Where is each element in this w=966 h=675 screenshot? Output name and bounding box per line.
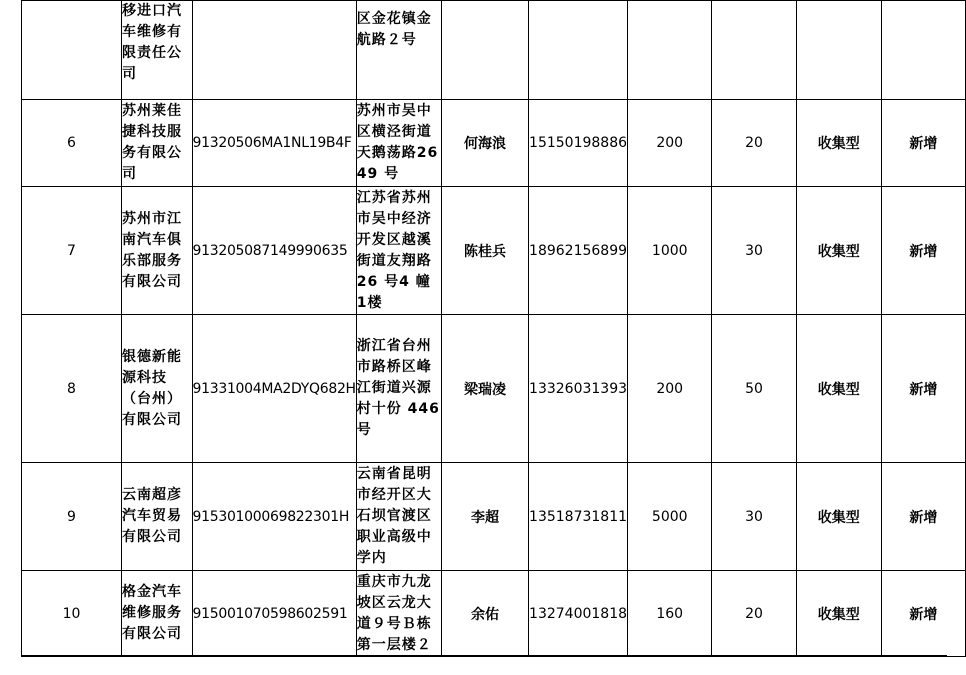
table-row <box>22 315 966 463</box>
phone-number: 13274001818 <box>529 571 628 657</box>
quantity-value: 50 <box>712 315 796 463</box>
contact-person: 陈桂兵 <box>441 187 528 315</box>
table-row <box>22 187 966 315</box>
contact-person: 梁瑞凌 <box>441 315 528 463</box>
operation-type: 收集型 <box>796 463 881 571</box>
quantity-value <box>712 1 796 100</box>
waste-collector-table <box>21 0 966 657</box>
table-row <box>22 571 966 657</box>
quantity-value: 30 <box>712 187 796 315</box>
row-number: 10 <box>22 571 122 657</box>
row-number: 7 <box>22 187 122 315</box>
phone-number <box>529 1 628 100</box>
quantity-value: 30 <box>712 463 796 571</box>
address: 云南省昆明市经开区大石坝官渡区职业高级中学内 <box>356 463 441 571</box>
row-number: 8 <box>22 315 122 463</box>
table-row <box>22 1 966 100</box>
capacity-value: 160 <box>628 571 712 657</box>
company-name: 云南超彦汽车贸易有限公司 <box>122 463 193 571</box>
operation-type <box>796 1 881 100</box>
credit-code: 91530100069822301H <box>192 463 356 571</box>
operation-type: 收集型 <box>796 571 881 657</box>
operation-type: 收集型 <box>796 187 881 315</box>
address: 区金花镇金航路２号 <box>356 1 441 100</box>
company-name: 银德新能源科技（台州）有限公司 <box>122 315 193 463</box>
status-label: 新增 <box>881 187 965 315</box>
credit-code: 913205087149990635 <box>192 187 356 315</box>
credit-code: 91331004MA2DYQ682H <box>192 315 356 463</box>
capacity-value <box>628 1 712 100</box>
contact-person: 李超 <box>441 463 528 571</box>
row-number: 6 <box>22 100 122 187</box>
operation-type: 收集型 <box>796 315 881 463</box>
address: 重庆市九龙坡区云龙大道９号Ｂ栋第一层楼２ <box>356 571 441 657</box>
operation-type: 收集型 <box>796 100 881 187</box>
capacity-value: 200 <box>628 315 712 463</box>
address: 江苏省苏州市吴中经济开发区越溪街道友翔路26 号4 幢1楼 <box>356 187 441 315</box>
row-number <box>22 1 122 100</box>
status-label: 新增 <box>881 100 965 187</box>
address: 苏州市吴中区横泾街道天鹅荡路2649 号 <box>356 100 441 187</box>
credit-code: 91320506MA1NL19B4F <box>192 100 356 187</box>
credit-code <box>192 1 356 100</box>
table-row <box>22 463 966 571</box>
capacity-value: 5000 <box>628 463 712 571</box>
quantity-value: 20 <box>712 100 796 187</box>
table-row <box>22 100 966 187</box>
row-number: 9 <box>22 463 122 571</box>
phone-number: 15150198886 <box>529 100 628 187</box>
table-bottom-border <box>21 655 947 657</box>
status-label: 新增 <box>881 315 965 463</box>
phone-number: 18962156899 <box>529 187 628 315</box>
credit-code: 915001070598602591 <box>192 571 356 657</box>
contact-person: 何海浪 <box>441 100 528 187</box>
status-label: 新增 <box>881 571 965 657</box>
address: 浙江省台州市路桥区峰江街道兴源村十份 446号 <box>356 315 441 463</box>
contact-person: 余佑 <box>441 571 528 657</box>
capacity-value: 1000 <box>628 187 712 315</box>
company-name: 格金汽车维修服务有限公司 <box>122 571 193 657</box>
company-name: 移进口汽车维修有限责任公司 <box>122 1 193 100</box>
status-label: 新增 <box>881 463 965 571</box>
phone-number: 13518731811 <box>529 463 628 571</box>
quantity-value: 20 <box>712 571 796 657</box>
phone-number: 13326031393 <box>529 315 628 463</box>
company-name: 苏州莱佳捷科技服务有限公司 <box>122 100 193 187</box>
capacity-value: 200 <box>628 100 712 187</box>
status-label <box>881 1 965 100</box>
contact-person <box>441 1 528 100</box>
company-name: 苏州市江南汽车俱乐部服务有限公司 <box>122 187 193 315</box>
